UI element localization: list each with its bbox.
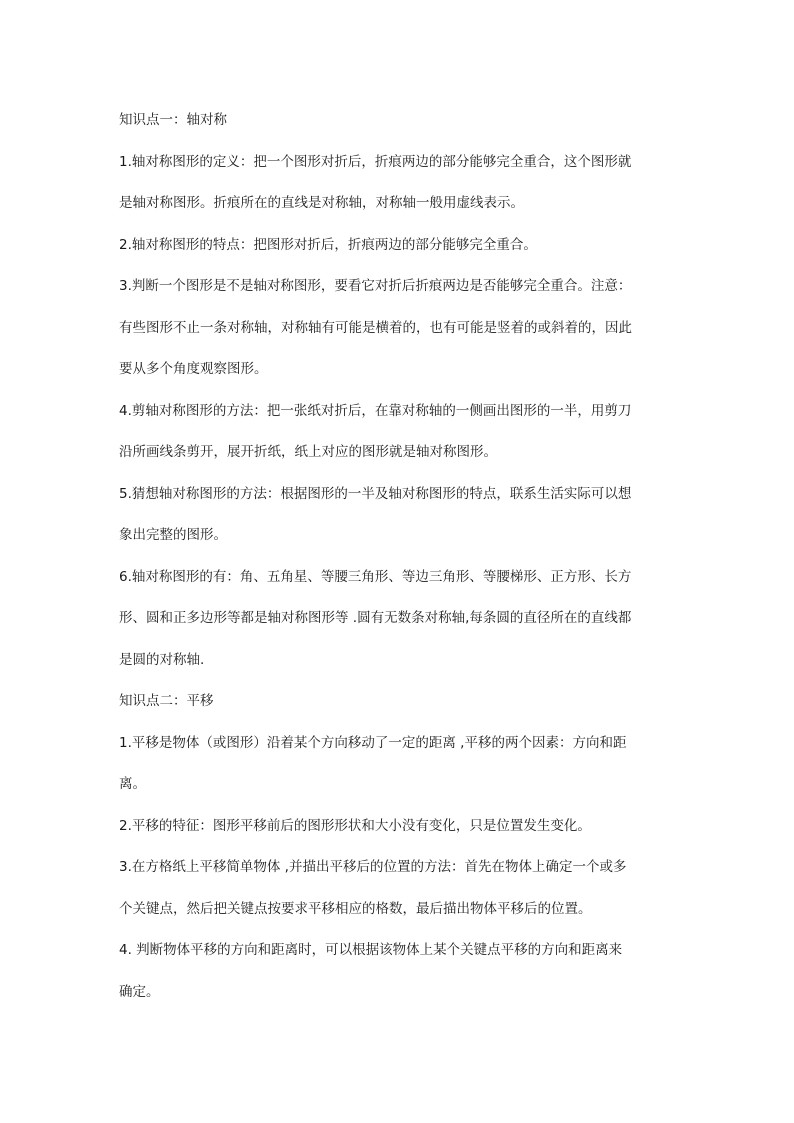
text-line: 5.猜想轴对称图形的方法：根据图形的一半及轴对称图形的特点，联系生活实际可以想 [119, 485, 632, 502]
text-line: 是轴对称图形。折痕所在的直线是对称轴，对称轴一般用虚线表示。 [119, 195, 524, 211]
text-line: 要从多个角度观察图形。 [119, 361, 268, 377]
section-translation [119, 681, 699, 1013]
text-line: 2.轴对称图形的特点：把图形对折后，折痕两边的部分能够完全重合。 [119, 236, 537, 253]
text-line: 4. 判断物体平移的方向和距离时，可以根据该物体上某个关键点平移的方向和距离来 [119, 942, 623, 958]
text-line: 有些图形不止一条对称轴，对称轴有可能是横着的，也有可能是竖着的或斜着的，因此 [119, 319, 632, 336]
text-line: 3.在方格纸上平移简单物体 ,并描出平移后的位置的方法：首先在物体上确定一个或多 [119, 859, 627, 875]
section-heading [119, 100, 699, 142]
text-line: 形、圆和正多边形等都是轴对称图形等 .圆有无数条对称轴,每条圆的直径所在的直线都 [119, 610, 632, 626]
text-line: 3.判断一个图形是不是轴对称图形，要看它对折后折痕两边是否能够完全重合。注意： [119, 278, 632, 294]
text-line: 个关键点，然后把关键点按要求平移相应的格数，最后描出物体平移后的位置。 [119, 900, 592, 917]
paragraph-judging [119, 266, 699, 391]
text-line: 2.平移的特征：图形平移前后的图形形状和大小没有变化，只是位置发生变化。 [119, 817, 591, 834]
text-line: 沿所画线条剪开，展开折纸，纸上对应的图形就是轴对称图形。 [119, 444, 497, 460]
paragraph-direction-distance [119, 930, 699, 1013]
text-line: 4.剪轴对称图形的方法：把一张纸对折后，在靠对称轴的一侧画出图形的一半，用剪刀 [119, 402, 632, 419]
text-line: 6.轴对称图形的有：角、五角星、等腰三角形、等边三角形、等腰梯形、正方形、长方 [119, 568, 632, 585]
paragraph-translation-definition [119, 723, 699, 806]
text-line: 离。 [119, 776, 146, 792]
text-line: 1.轴对称图形的定义：把一个图形对折后，折痕两边的部分能够完全重合，这个图形就 [119, 153, 632, 170]
paragraph-cutting-method [119, 391, 699, 474]
paragraph-definition [119, 142, 699, 225]
heading-line: 知识点一：轴对称 [119, 112, 227, 128]
paragraph-examples [119, 557, 699, 682]
text-line: 1.平移是物体（或图形）沿着某个方向移动了一定的距离 ,平移的两个因素：方向和距 [119, 734, 627, 751]
text-line: 是圆的对称轴. [119, 651, 205, 668]
paragraph-guessing-method [119, 474, 699, 557]
paragraph-translation-features [119, 806, 699, 848]
text-line: 确定。 [119, 983, 160, 1000]
section-heading [119, 681, 699, 723]
paragraph-characteristics [119, 225, 699, 267]
heading-line: 知识点二：平移 [119, 693, 214, 709]
text-line: 象出完整的图形。 [119, 527, 227, 543]
paragraph-grid-translation [119, 847, 699, 930]
document-body [119, 100, 699, 1013]
section-axial-symmetry [119, 100, 699, 681]
